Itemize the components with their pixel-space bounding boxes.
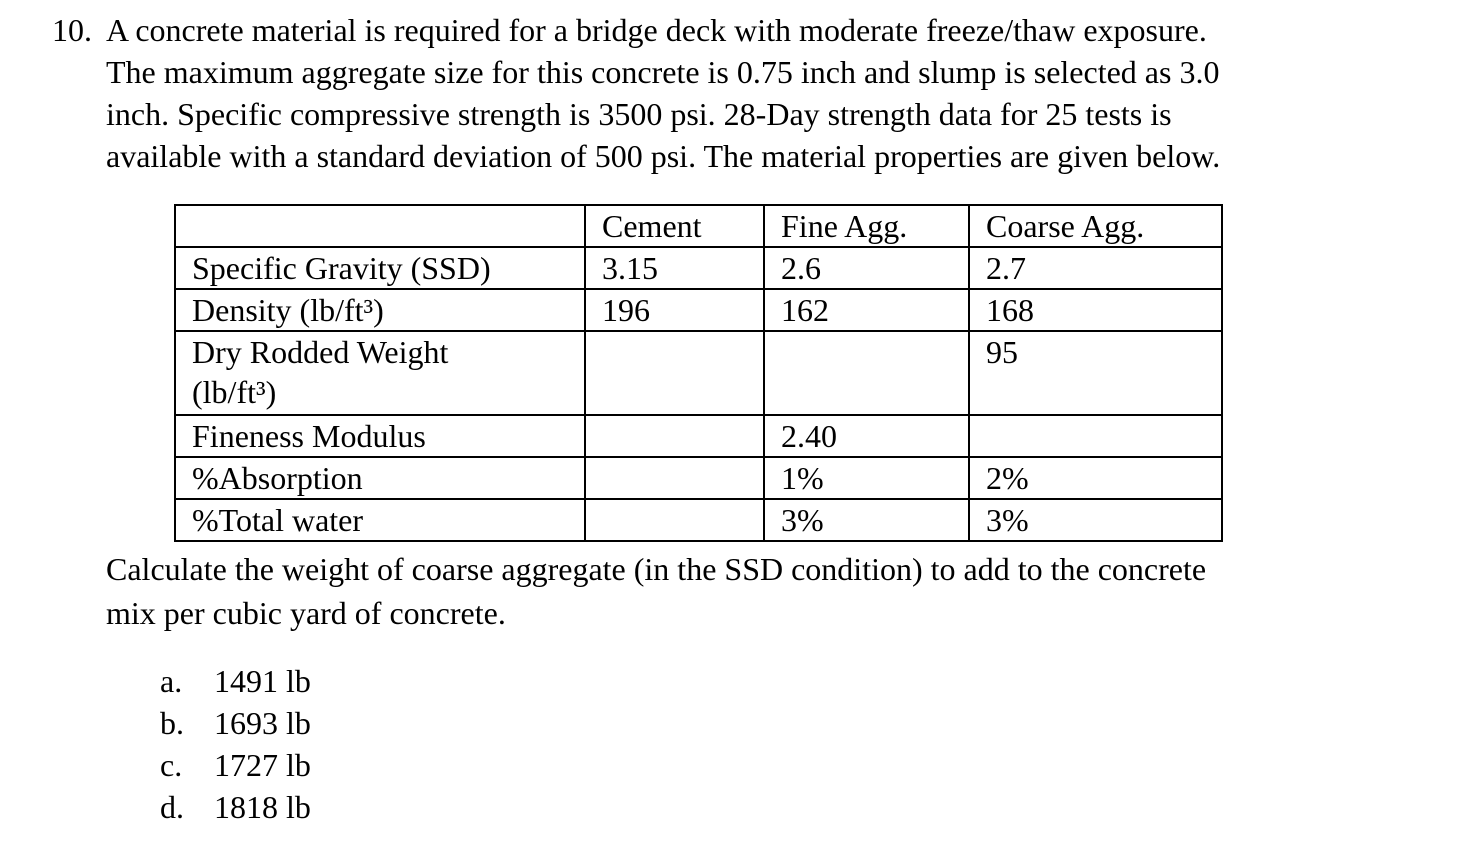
- table-row: [175, 331, 1222, 415]
- choice-text: 1727 lb: [214, 747, 311, 783]
- table-row: [175, 289, 1222, 331]
- prompt-line: mix per cubic yard of concrete.: [106, 595, 506, 631]
- cell-cement: [585, 499, 764, 541]
- row-label: Density (lb/ft³): [175, 289, 585, 331]
- choice-letter: d.: [160, 789, 184, 825]
- cell-fine-agg: 2.6: [764, 247, 969, 289]
- cell-cement: [585, 415, 764, 457]
- row-label: Specific Gravity (SSD): [175, 247, 585, 289]
- row-label-line: (lb/ft³): [192, 374, 277, 410]
- cell-coarse-agg: 2.7: [969, 247, 1222, 289]
- cell-fine-agg: 2.40: [764, 415, 969, 457]
- choice-letter: a.: [160, 663, 183, 699]
- cell-fine-agg: 3%: [764, 499, 969, 541]
- answer-choice-a[interactable]: [160, 660, 311, 702]
- row-label: %Total water: [175, 499, 585, 541]
- table-row: [175, 457, 1222, 499]
- row-label: %Absorption: [175, 457, 585, 499]
- table-row: [175, 247, 1222, 289]
- choice-letter: b.: [160, 705, 184, 741]
- question-text: [106, 9, 1426, 177]
- question-line: The maximum aggregate size for this concrete is 0.75 inch and slump is selected as 3.0: [106, 54, 1220, 90]
- table-row: [175, 415, 1222, 457]
- cell-fine-agg: [764, 331, 969, 415]
- table-row: [175, 499, 1222, 541]
- cell-coarse-agg: 168: [969, 289, 1222, 331]
- question-line: A concrete material is required for a bridge deck with moderate freeze/thaw exposure.: [106, 12, 1207, 48]
- table-header-row: [175, 205, 1222, 247]
- header-cell-empty: [175, 205, 585, 247]
- header-cell-fine-agg: Fine Agg.: [764, 205, 969, 247]
- header-cell-coarse-agg: Coarse Agg.: [969, 205, 1222, 247]
- material-properties-table: [174, 204, 1223, 542]
- header-cell-cement: Cement: [585, 205, 764, 247]
- cell-cement: [585, 457, 764, 499]
- row-label: [175, 331, 585, 415]
- cell-coarse-agg: 3%: [969, 499, 1222, 541]
- answer-choice-b[interactable]: [160, 702, 311, 744]
- choice-text: 1818 lb: [214, 789, 311, 825]
- question-number: 10.: [52, 12, 92, 48]
- cell-cement: 3.15: [585, 247, 764, 289]
- cell-coarse-agg: 2%: [969, 457, 1222, 499]
- cell-cement: 196: [585, 289, 764, 331]
- cell-cement: [585, 331, 764, 415]
- cell-coarse-agg: 95: [969, 331, 1222, 415]
- answer-choices: [160, 660, 311, 828]
- prompt-line: Calculate the weight of coarse aggregate (in the SSD condition) to add to the concrete: [106, 551, 1207, 587]
- row-label-line: Dry Rodded Weight: [192, 334, 449, 370]
- choice-text: 1491 lb: [214, 663, 311, 699]
- cell-coarse-agg: [969, 415, 1222, 457]
- answer-choice-c[interactable]: [160, 744, 311, 786]
- choice-letter: c.: [160, 747, 183, 783]
- question-line: available with a standard deviation of 500 psi. The material properties are given below.: [106, 138, 1221, 174]
- question-line: inch. Specific compressive strength is 3500 psi. 28-Day strength data for 25 tests is: [106, 96, 1172, 132]
- answer-choice-d[interactable]: [160, 786, 311, 828]
- cell-fine-agg: 162: [764, 289, 969, 331]
- row-label: Fineness Modulus: [175, 415, 585, 457]
- cell-fine-agg: 1%: [764, 457, 969, 499]
- choice-text: 1693 lb: [214, 705, 311, 741]
- calculation-prompt: [106, 547, 1446, 635]
